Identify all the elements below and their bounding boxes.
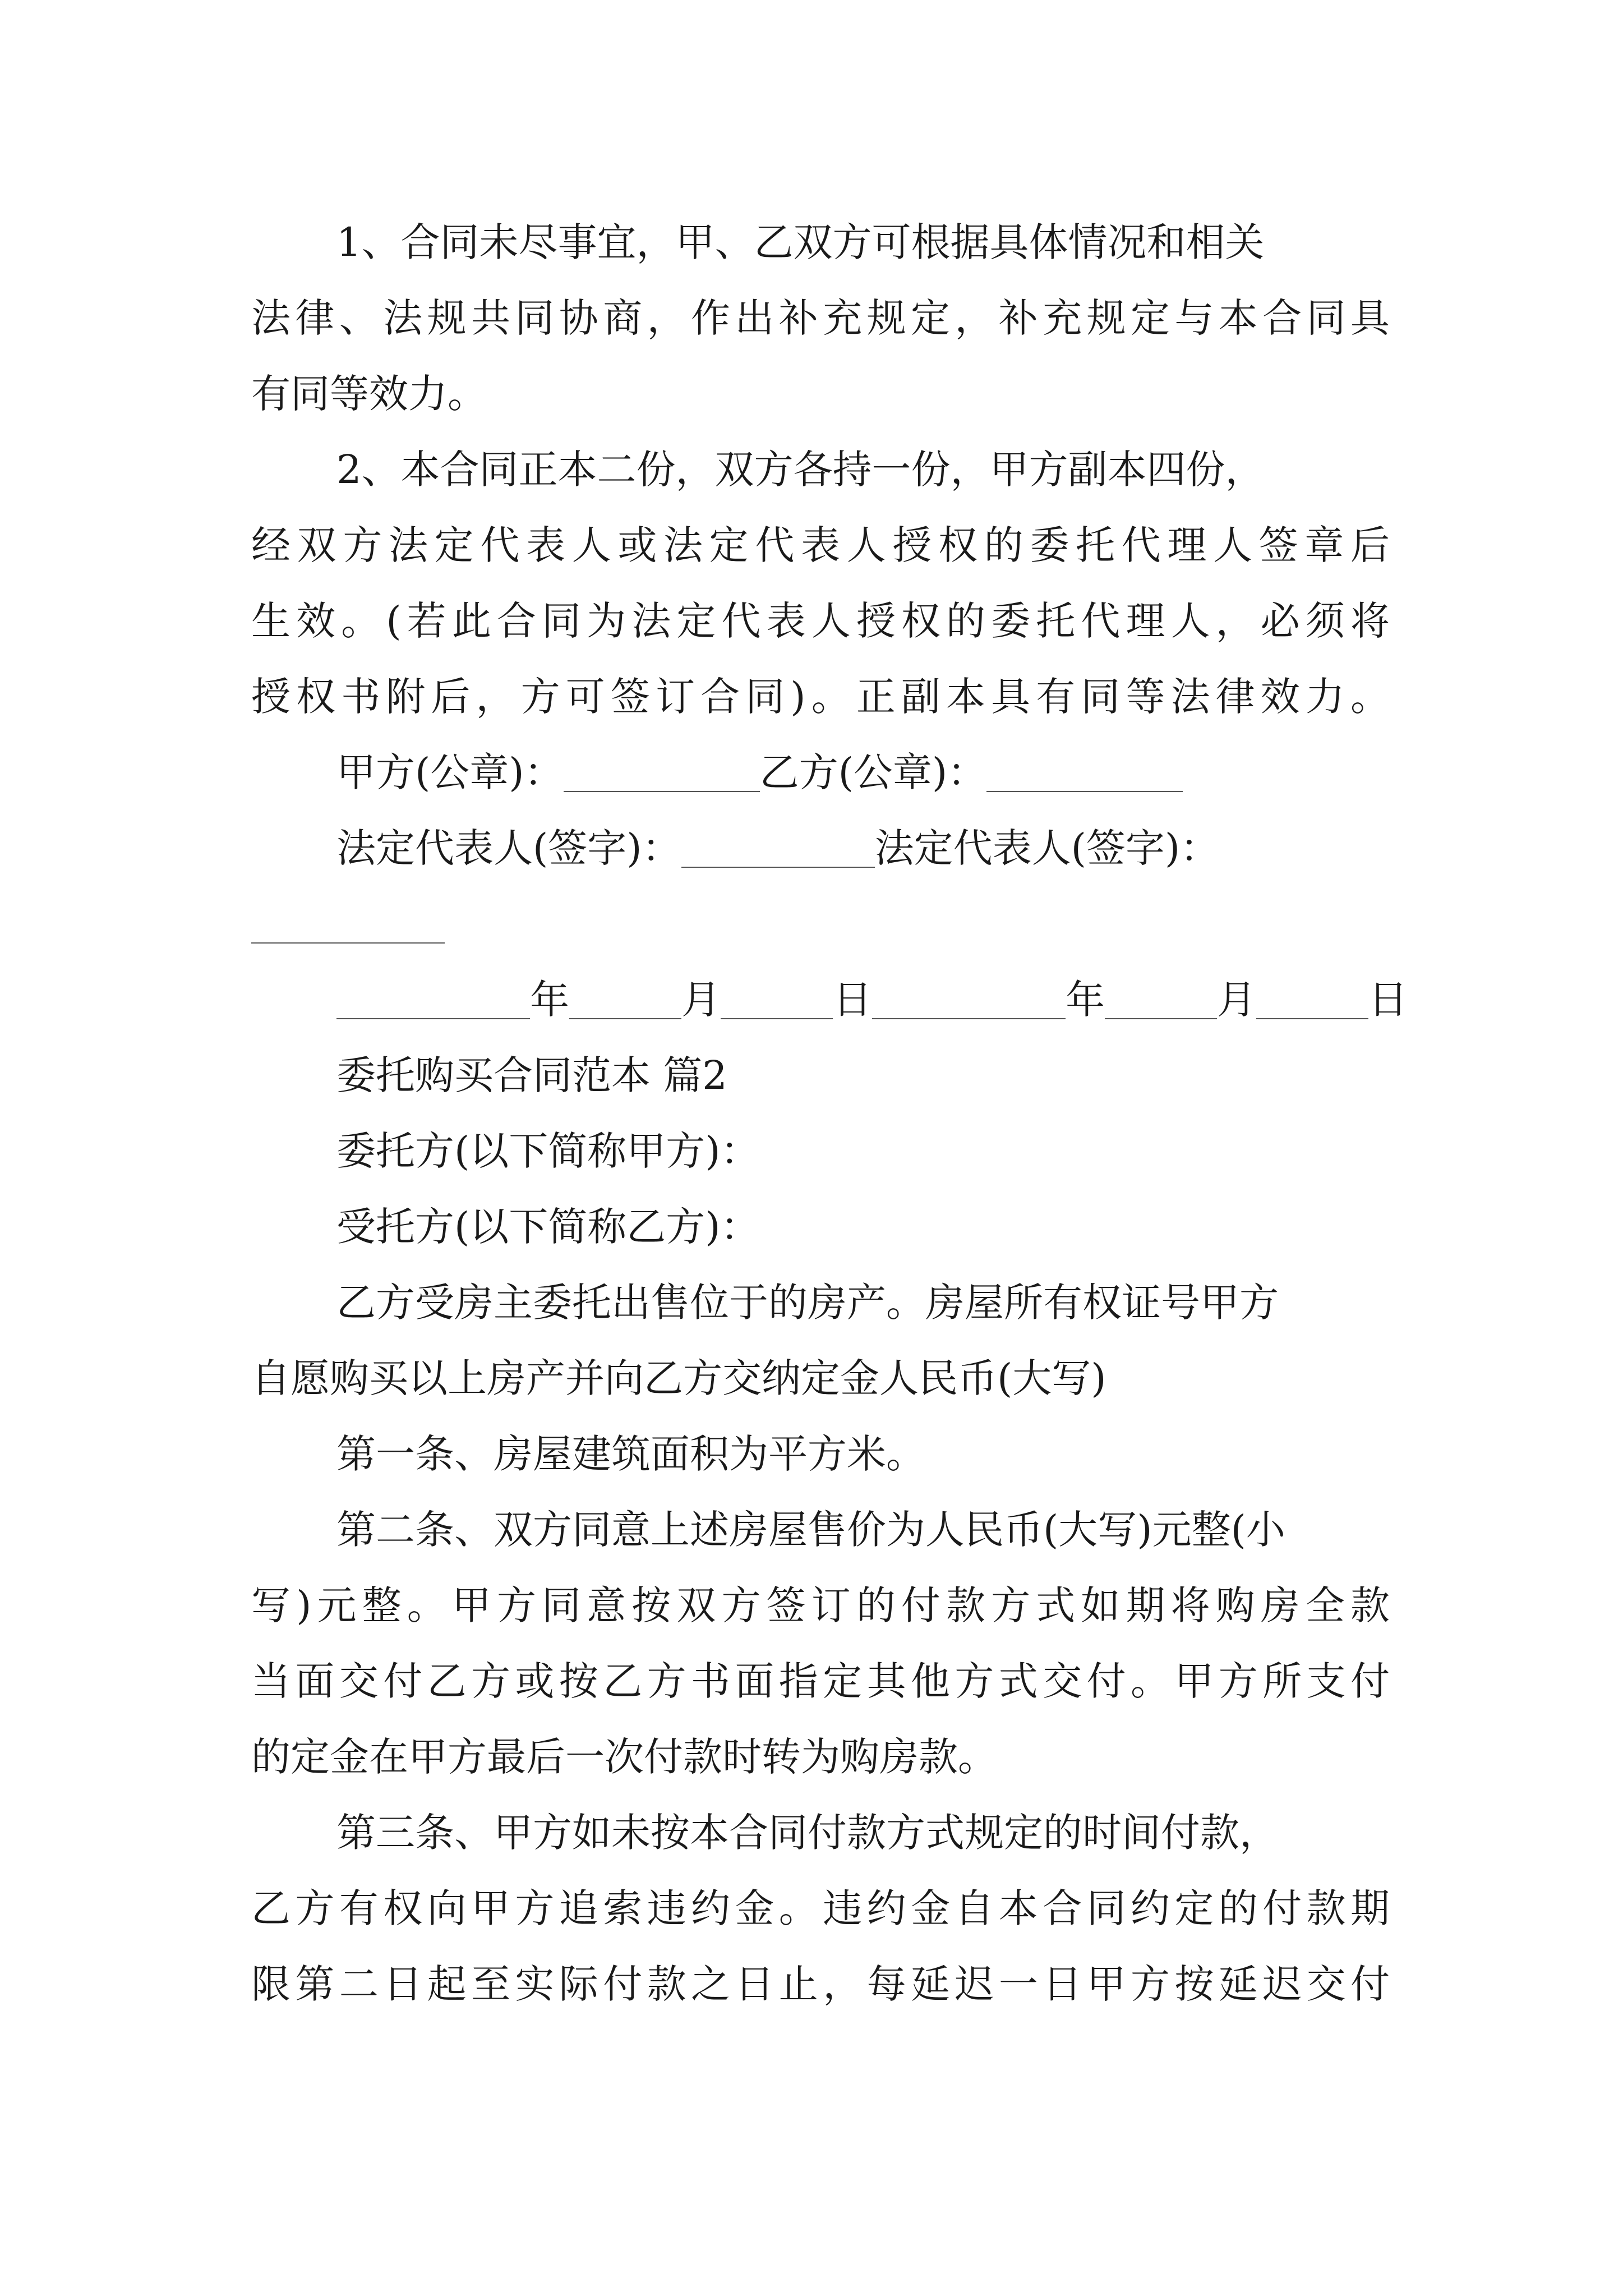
party-b-seal-label: 乙方(公章)： [759,749,987,795]
seal-line [336,749,1183,795]
paragraph-2-line-2: 经双方法定代表人或法定代表人授权的委托代理人签章后 [251,522,1390,568]
article-3-line-3: 限第二日起至实际付款之日止，每延迟一日甲方按延迟交付 [251,1961,1390,2007]
section-2-title: 委托购买合同范本 篇2 [336,1052,727,1098]
date-a-month-label: 月 [681,977,721,1023]
agent-line: 受托方(以下简称乙方)： [336,1204,760,1250]
article-2-line-2: 写)元整。甲方同意按双方签订的付款方式如期将购房全款 [251,1582,1390,1628]
date-b-month-label: 月 [1217,977,1256,1023]
date-b-month-blank[interactable] [1105,981,1217,1019]
paragraph-1-line-1: 1、合同未尽事宜，甲、乙双方可根据具体情况和相关 [336,219,1265,265]
paragraph-2-line-1: 2、本合同正本二份，双方各持一份，甲方副本四份， [336,447,1265,493]
article-3-line-2: 乙方有权向甲方追索违约金。违约金自本合同约定的付款期 [251,1885,1390,1931]
rep-b-blank-line [251,904,445,944]
date-b-day-blank[interactable] [1256,981,1368,1019]
paragraph-1-line-3: 有同等效力。 [251,371,487,417]
paragraph-2-line-4: 授权书附后，方可签订合同)。正副本具有同等法律效力。 [251,674,1390,720]
paragraph-2-line-3: 生效。(若此合同为法定代表人授权的委托代理人，必须将 [251,598,1390,644]
article-1: 第一条、房屋建筑面积为平方米。 [336,1431,925,1477]
article-2-line-4: 的定金在甲方最后一次付款时转为购房款。 [251,1734,997,1780]
intro-line-1: 乙方受房主委托出售位于的房产。房屋所有权证号甲方 [336,1280,1279,1326]
paragraph-1-line-2: 法律、法规共同协商，作出补充规定，补充规定与本合同具 [251,295,1390,341]
rep-a-label: 法定代表人(签字)： [336,825,681,871]
article-3-line-1: 第三条、甲方如未按本合同付款方式规定的时间付款， [336,1810,1279,1856]
party-b-seal-blank[interactable] [986,754,1183,792]
date-b-year-blank[interactable] [872,981,1066,1019]
date-b-day-label: 日 [1368,977,1408,1023]
party-a-seal-blank[interactable] [564,754,760,792]
date-a-day-blank[interactable] [721,981,833,1019]
date-a-year-blank[interactable] [336,981,530,1019]
rep-b-blank[interactable] [251,905,445,944]
principal-line: 委托方(以下简称甲方)： [336,1128,760,1174]
rep-a-blank[interactable] [681,830,875,868]
date-a-day-label: 日 [833,977,872,1023]
date-a-month-blank[interactable] [569,981,681,1019]
date-line [336,977,1408,1023]
party-a-seal-label: 甲方(公章)： [336,749,564,795]
date-a-year-label: 年 [530,977,569,1023]
date-b-year-label: 年 [1066,977,1105,1023]
intro-line-2: 自愿购买以上房产并向乙方交纳定金人民币(大写) [251,1355,1106,1401]
article-2-line-3: 当面交付乙方或按乙方书面指定其他方式交付。甲方所支付 [251,1658,1390,1704]
rep-b-label: 法定代表人(签字)： [874,825,1220,871]
article-2-line-1: 第二条、双方同意上述房屋售价为人民币(大写)元整(小 [336,1507,1285,1553]
rep-line [336,825,1220,871]
